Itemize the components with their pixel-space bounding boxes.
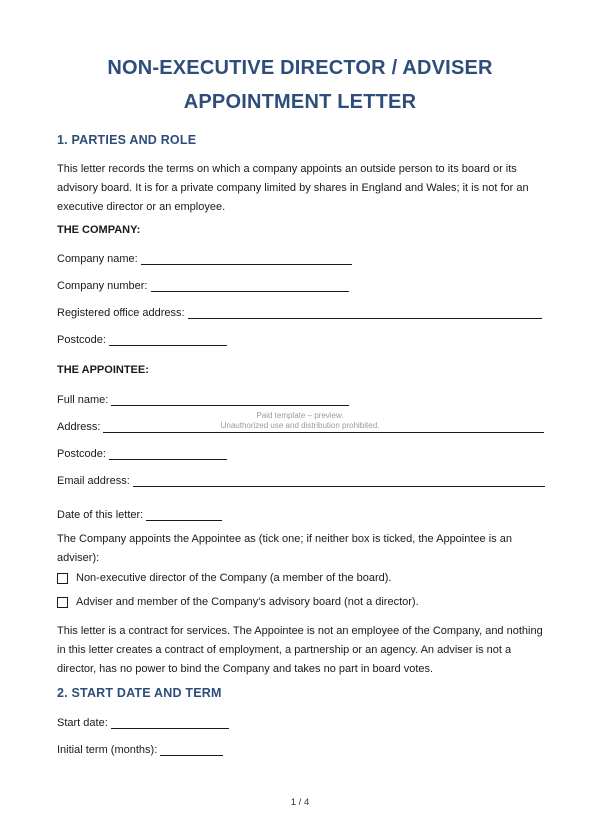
appointee-address-label: Address: bbox=[57, 421, 101, 433]
company-number-row bbox=[57, 276, 349, 292]
company-number-label: Company number: bbox=[57, 280, 148, 292]
appointee-email-field[interactable] bbox=[133, 474, 545, 487]
start-date-field[interactable] bbox=[111, 716, 229, 729]
appointee-email-label: Email address: bbox=[57, 475, 130, 487]
appointee-postcode-label: Postcode: bbox=[57, 448, 106, 460]
contract-text: This letter is a contract for services. The Appointee is not an employee of the Company, and nothing in this letter creates a contract of employment, a partnership or an agency. An adviser is not a director, has no power to bind the Company and takes no part in board votes. bbox=[57, 625, 543, 675]
appointee-fullname-field[interactable] bbox=[111, 393, 349, 406]
document-title-line1: NON-EXECUTIVE DIRECTOR / ADVISER bbox=[107, 57, 493, 79]
section-2-heading: 2. START DATE AND TERM bbox=[57, 686, 222, 700]
company-label: THE COMPANY: bbox=[57, 224, 141, 236]
appointee-fullname-label: Full name: bbox=[57, 394, 109, 406]
appointee-label: THE APPOINTEE: bbox=[57, 364, 149, 376]
company-postcode-field[interactable] bbox=[109, 333, 227, 346]
company-number-field[interactable] bbox=[151, 279, 349, 292]
initial-term-row bbox=[57, 740, 223, 756]
company-postcode-row bbox=[57, 330, 227, 346]
start-date-label: Start date: bbox=[57, 717, 108, 729]
preview-watermark bbox=[0, 411, 600, 431]
letter-date-label: Date of this letter: bbox=[57, 509, 144, 521]
registered-office-row bbox=[57, 303, 542, 319]
appointee-email-row bbox=[57, 471, 545, 487]
option-adviser-row[interactable] bbox=[57, 596, 419, 608]
appoints-text: The Company appoints the Appointee as (tick one; if neither box is ticked, the Appointee is an adviser): bbox=[57, 533, 512, 564]
option-ned-label: Non-executive director of the Company (a member of the board). bbox=[76, 572, 392, 584]
preview-watermark-line2: Unauthorized use and distribution prohibited. bbox=[220, 421, 380, 430]
letter-date-row bbox=[57, 505, 222, 521]
letter-date-field[interactable] bbox=[146, 508, 222, 521]
company-name-label: Company name: bbox=[57, 253, 138, 265]
initial-term-field[interactable] bbox=[160, 743, 223, 756]
appointee-postcode-field[interactable] bbox=[109, 447, 227, 460]
preview-watermark-line1: Paid template – preview. bbox=[256, 411, 344, 420]
option-ned-checkbox[interactable] bbox=[57, 573, 68, 584]
company-postcode-label: Postcode: bbox=[57, 334, 106, 346]
document-title-line2: APPOINTMENT LETTER bbox=[183, 91, 417, 113]
company-name-row bbox=[57, 249, 352, 265]
registered-office-field[interactable] bbox=[188, 306, 542, 319]
registered-office-label: Registered office address: bbox=[57, 307, 185, 319]
start-date-row bbox=[57, 713, 229, 729]
section-1-heading: 1. PARTIES AND ROLE bbox=[57, 133, 197, 147]
option-adviser-checkbox[interactable] bbox=[57, 597, 68, 608]
appointee-postcode-row bbox=[57, 444, 227, 460]
company-name-field[interactable] bbox=[141, 252, 352, 265]
option-adviser-label: Adviser and member of the Company's advisory board (not a director). bbox=[76, 596, 419, 608]
option-ned-row[interactable] bbox=[57, 572, 391, 584]
initial-term-label: Initial term (months): bbox=[57, 744, 158, 756]
page-number: 1 / 4 bbox=[290, 797, 310, 808]
section-1-intro: This letter records the terms on which a company appoints an outside person to its board or its advisory board. It is for a private company limited by shares in England and Wales; it is not for an executive director or an employee. bbox=[57, 163, 529, 213]
appointee-fullname-row bbox=[57, 390, 349, 406]
